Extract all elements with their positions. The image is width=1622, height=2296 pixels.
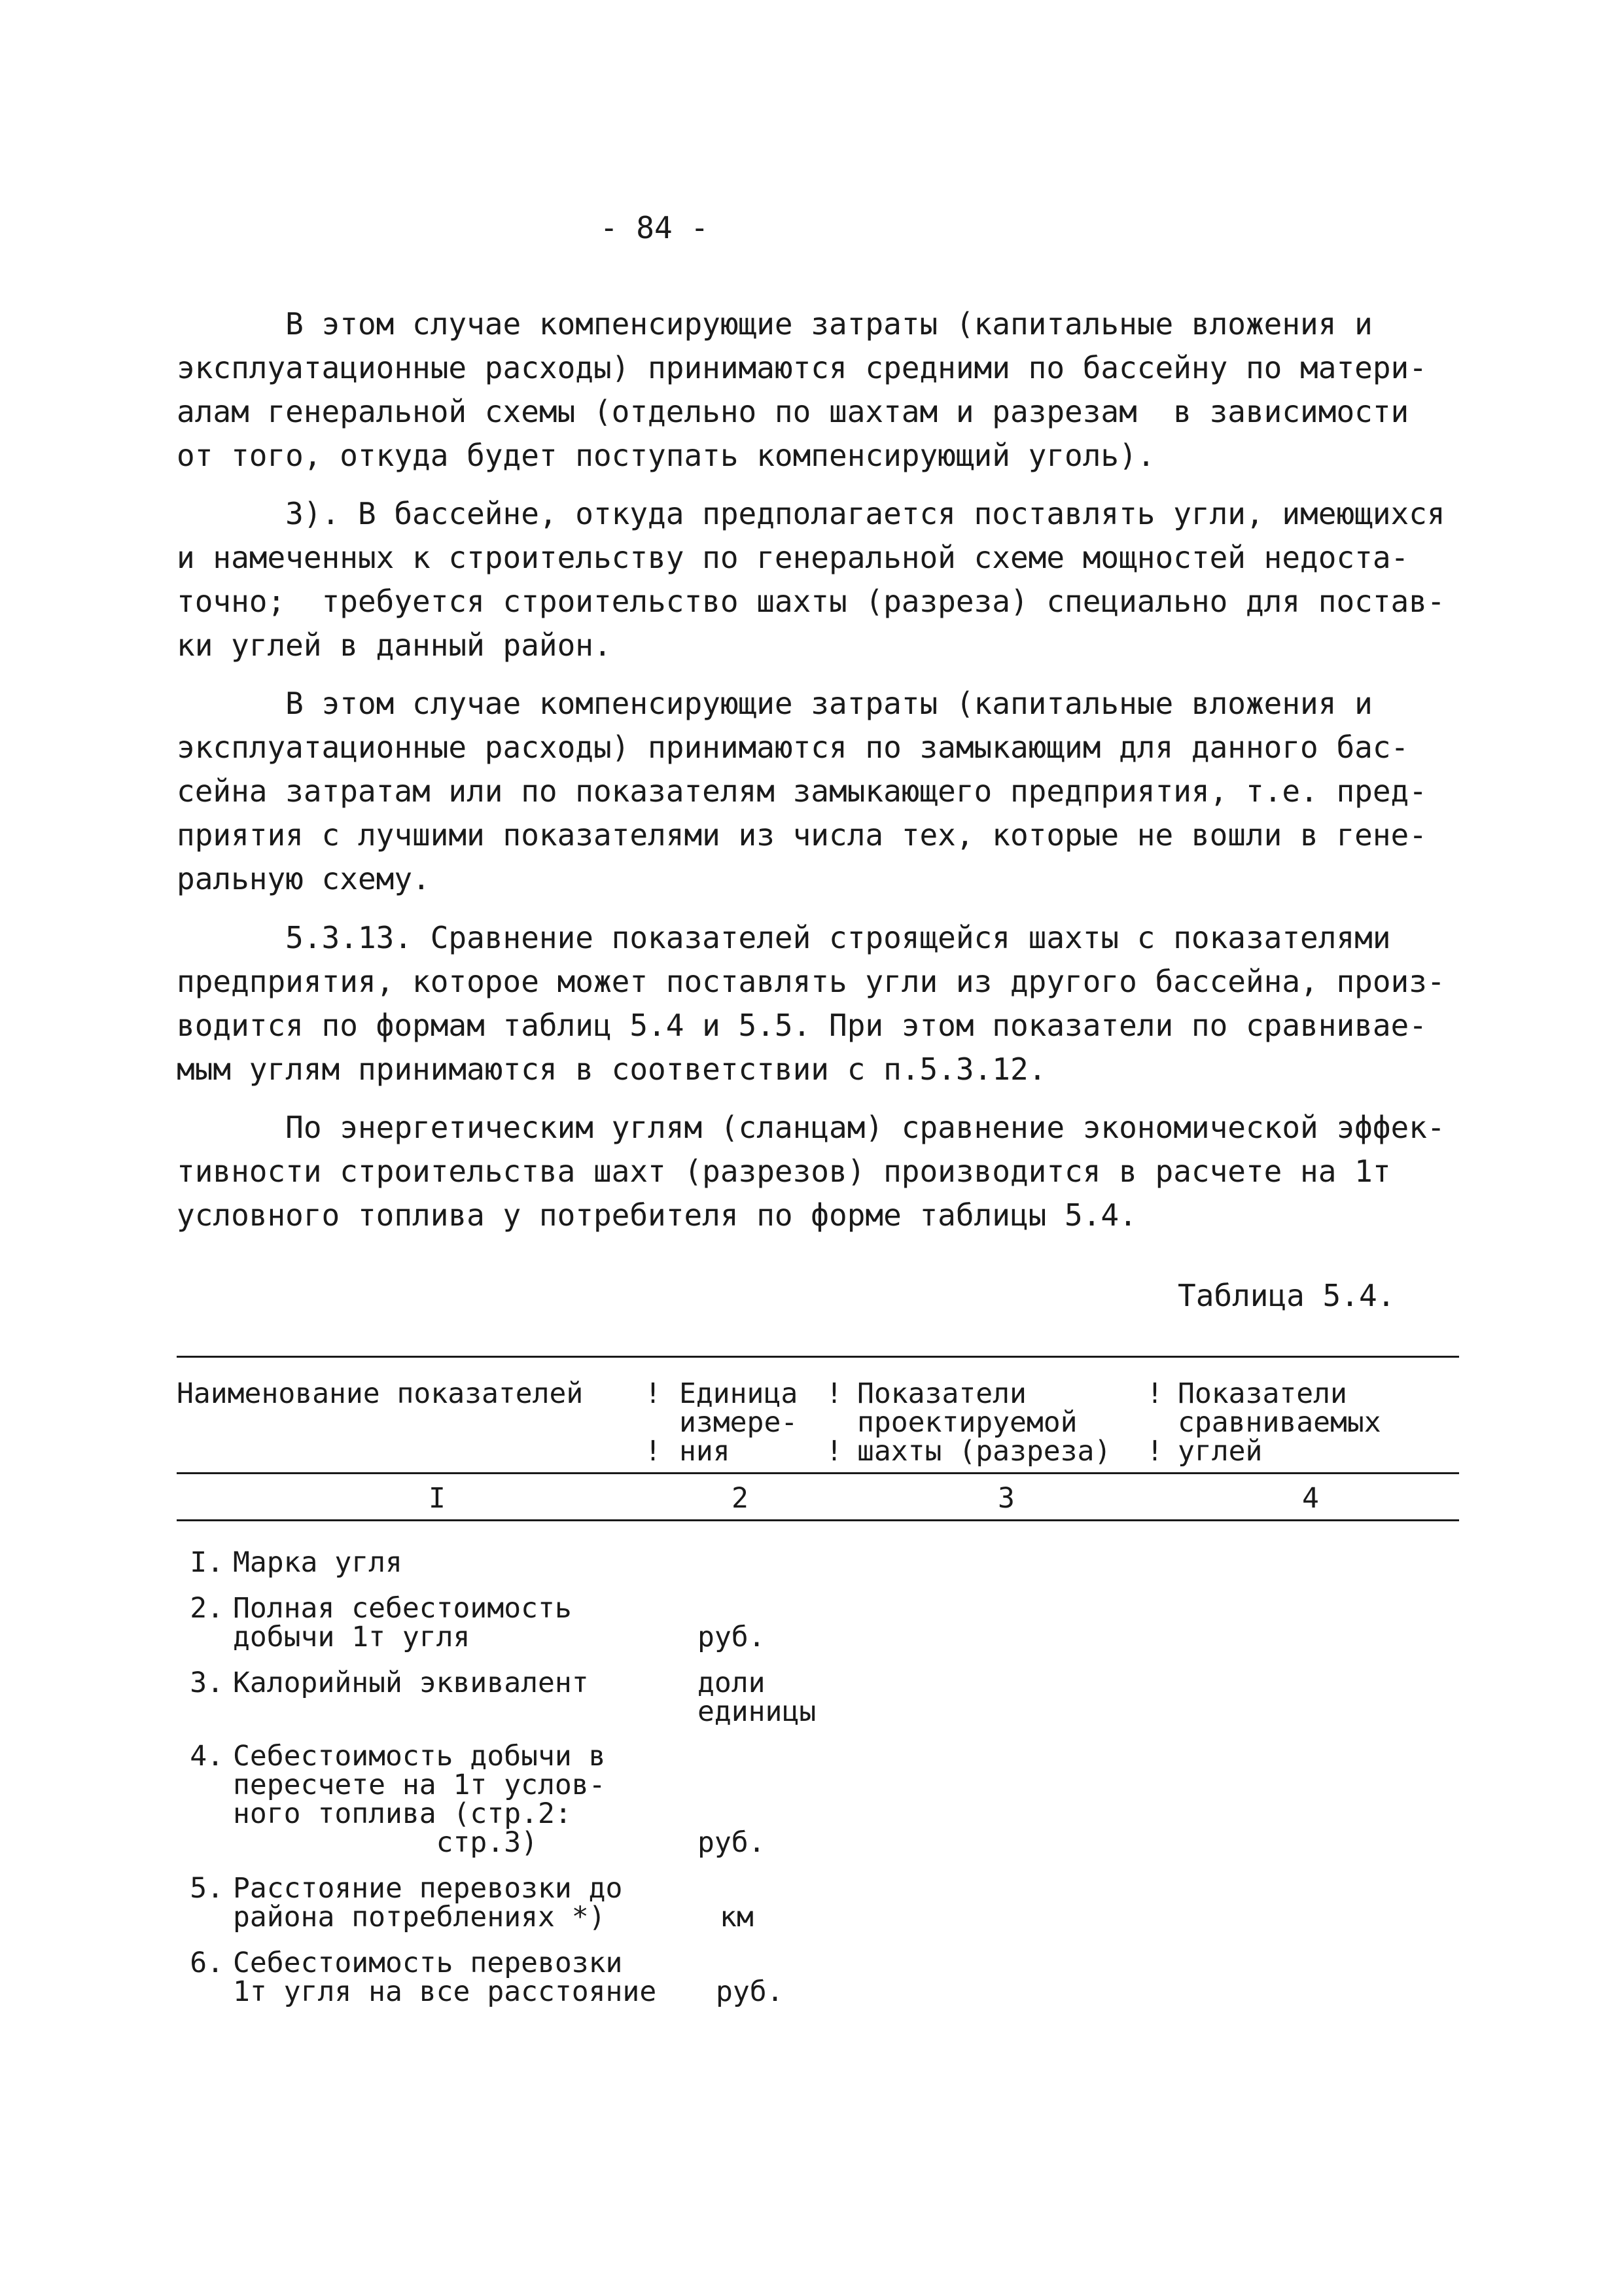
row-number: 2. bbox=[190, 1592, 224, 1625]
table-caption: Таблица 5.4. bbox=[1178, 1278, 1396, 1313]
row-name: Себестоимость добычи в пересчете на 1т услов- ного топлива (стр.2: стр.3) bbox=[233, 1740, 606, 1859]
paragraph-5-3-13: 5.3.13. Сравнение показателей строящейся шахты с показателями предприятия, которое может поставлять угли из другого бассейна, произ- водится по формам таблиц 5.4 и 5.5. При этом показатели по сравнивае- мым углям принимаются в соответствии с п.5.3.12. bbox=[177, 920, 1445, 1087]
paragraph-compensating-costs-closing: В этом случае компенсирующие затраты (капитальные вложения и эксплуатационные расходы) принимаются по замыкающим для данного бас- сейна затратам или по показателям замыкающего предприятия, т.е. пред- приятия с лучшими показателями из числа тех, которые не вошли в гене- ральную схему. bbox=[177, 686, 1427, 896]
paragraph-energy-coals: По энергетическим углям (сланцам) сравнение экономической эффек- тивности строительства шахт (разрезов) производится в расчете на 1т условного топлива у потребителя по форме таблицы 5.4. bbox=[177, 1110, 1445, 1233]
column-number: 2 bbox=[732, 1482, 749, 1515]
row-name: Марка угля bbox=[233, 1546, 402, 1579]
row-number: 3. bbox=[190, 1667, 224, 1699]
row-name: Себестоимость перевозки 1т угля на все расстояние bbox=[233, 1947, 657, 2008]
column-numbers-rule bbox=[177, 1519, 1459, 1521]
header-separator: ! bbox=[826, 1377, 843, 1410]
row-name: Полная себестоимость добычи 1т угля bbox=[233, 1592, 572, 1653]
header-indicator-name: Наименование показателей bbox=[177, 1377, 584, 1410]
header-separator: ! bbox=[1146, 1377, 1163, 1410]
header-bottom-rule bbox=[177, 1472, 1459, 1474]
header-separator: ! bbox=[644, 1377, 661, 1410]
column-number: I bbox=[429, 1482, 446, 1515]
header-separator: ! bbox=[826, 1435, 843, 1468]
page-number: - 84 - bbox=[599, 210, 709, 245]
paragraph-compensating-costs-average: В этом случае компенсирующие затраты (капитальные вложения и эксплуатационные расходы) принимаются средними по бассейну по матери- алам генеральной схемы (отдельно по шахтам и разрезам в зависимости от того, откуда будет поступать компенсирующий уголь). bbox=[177, 306, 1427, 473]
row-name: Калорийный эквивалент bbox=[233, 1667, 589, 1699]
header-unit: Единица измере- ния bbox=[679, 1377, 798, 1468]
column-number: 3 bbox=[998, 1482, 1015, 1515]
header-separator: ! bbox=[644, 1435, 661, 1468]
table-top-rule bbox=[177, 1356, 1459, 1358]
row-number: 5. bbox=[190, 1872, 224, 1905]
column-number: 4 bbox=[1302, 1482, 1319, 1515]
row-number: I. bbox=[190, 1546, 224, 1579]
row-unit: км bbox=[720, 1901, 754, 1934]
header-compared-coals: Показатели сравниваемых углей bbox=[1178, 1377, 1381, 1468]
paragraph-case-3: 3). В бассейне, откуда предполагается поставлять угли, имеющихся и намеченных к строительству по генеральной схеме мощностей недоста- точно; требуется строительство шахты (разреза) специально для постав- ки углей в данный район. bbox=[177, 496, 1445, 663]
row-unit: руб. bbox=[697, 1621, 766, 1653]
row-number: 6. bbox=[190, 1947, 224, 1979]
header-projected-mine: Показатели проектируемой шахты (разреза) bbox=[857, 1377, 1112, 1468]
row-unit: доли единицы bbox=[697, 1667, 817, 1728]
row-number: 4. bbox=[190, 1740, 224, 1773]
row-name: Расстояние перевозки до района потреблениях *) bbox=[233, 1872, 623, 1934]
row-unit: руб. bbox=[697, 1826, 766, 1859]
header-separator: ! bbox=[1146, 1435, 1163, 1468]
row-unit: руб. bbox=[716, 1975, 784, 2008]
